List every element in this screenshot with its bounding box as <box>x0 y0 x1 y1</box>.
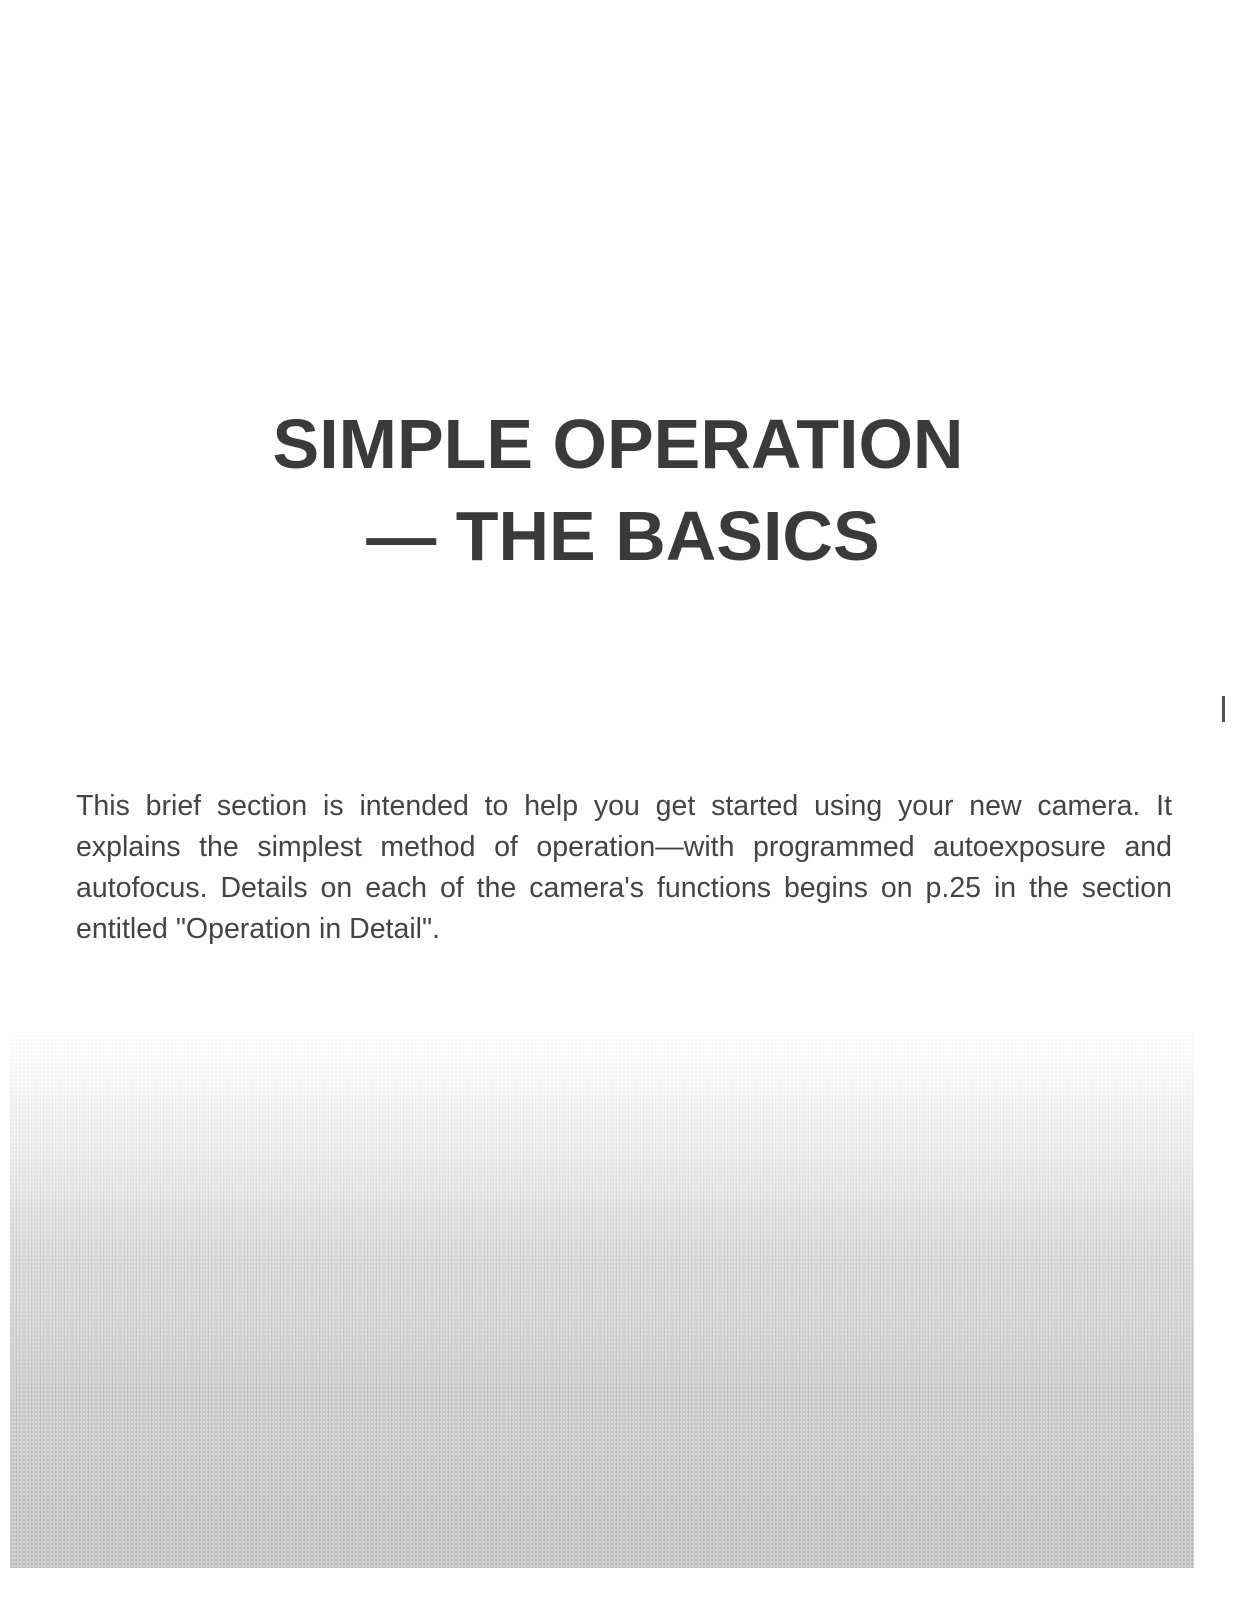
intro-paragraph: This brief section is intended to help you get started using your new camera. It explains the simplest method of operation—with programmed autoexposure and autofocus. Details on each of the camera's functions begins on p.25 in the section entitled "Operation in Detail". <box>76 790 1172 945</box>
section-title-line-2: — THE BASICS <box>366 497 880 575</box>
section-title-line-1: SIMPLE OPERATION <box>272 405 964 483</box>
halftone-texture <box>10 1030 1194 1568</box>
margin-mark <box>1222 696 1225 722</box>
section-title <box>0 398 1236 582</box>
